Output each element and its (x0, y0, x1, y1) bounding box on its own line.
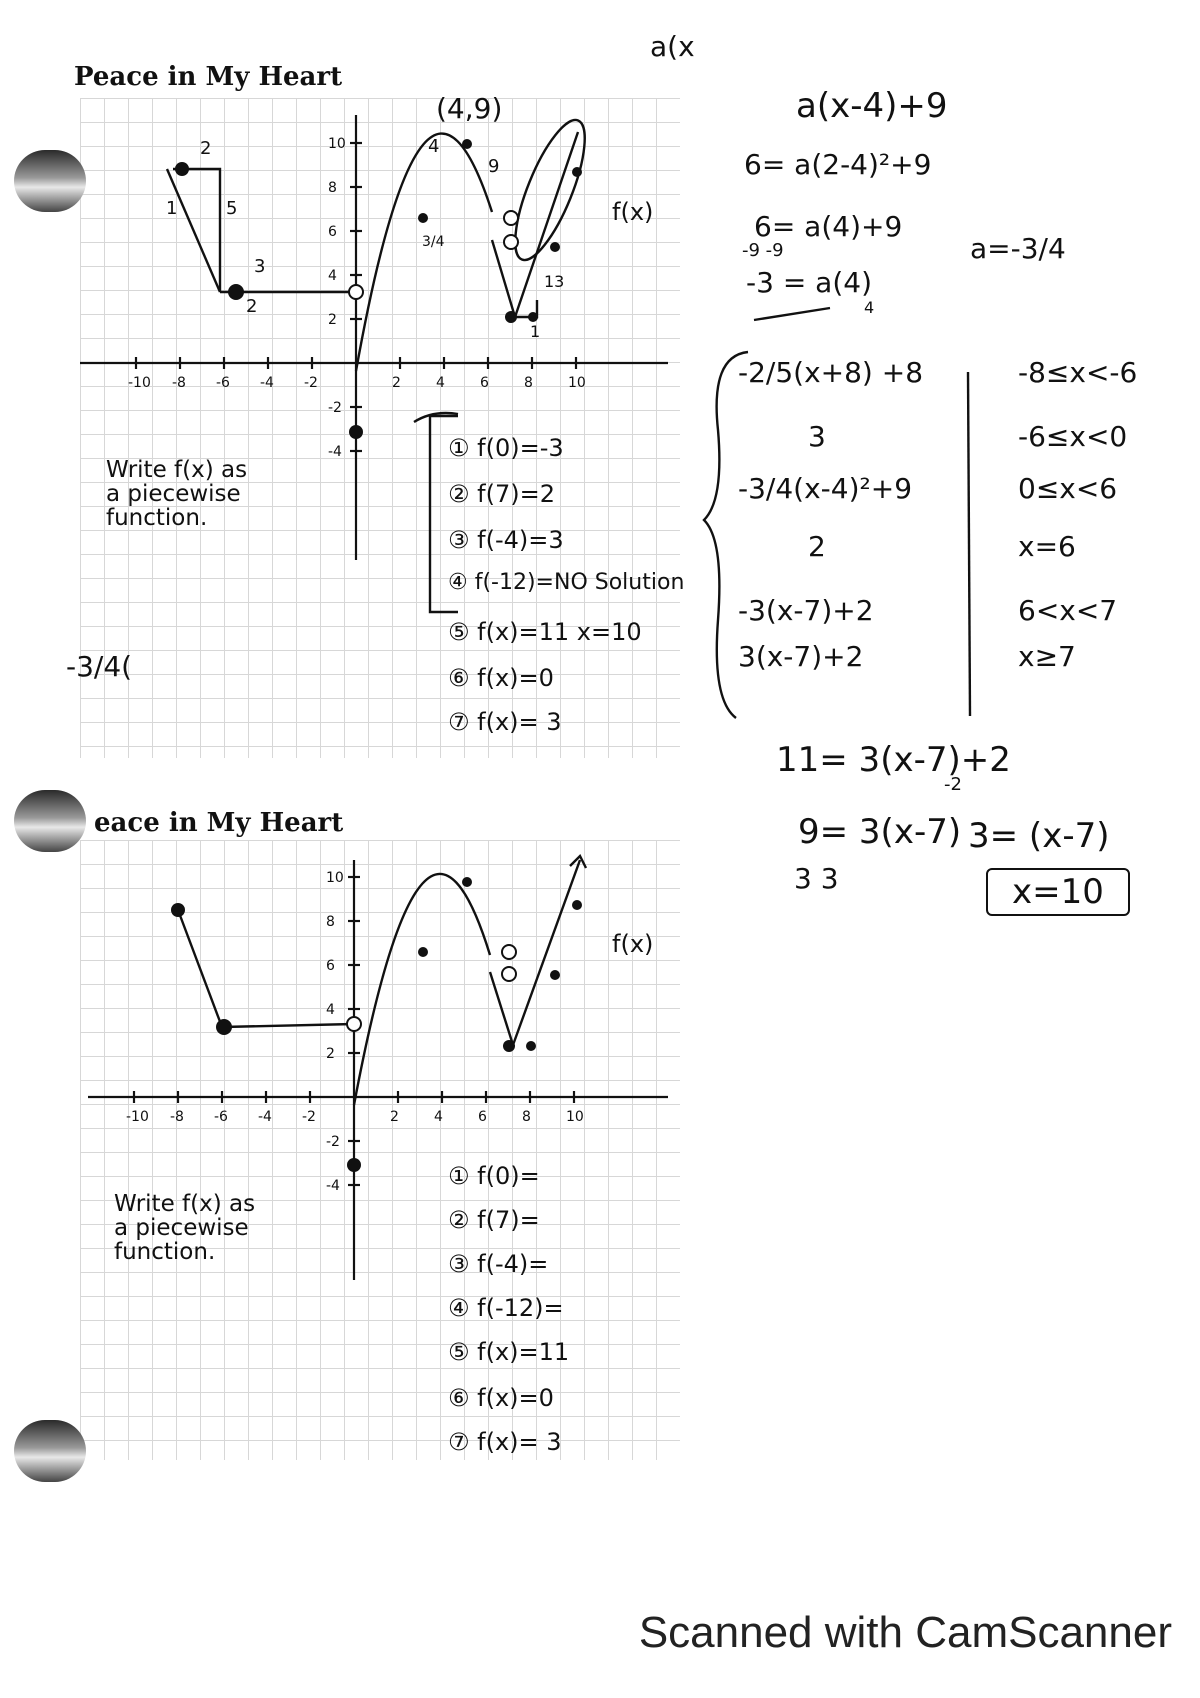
question-q3: ③ f(-4)= (448, 1250, 549, 1278)
note-line2b: -9 -9 (742, 240, 784, 261)
y-tick-label: -4 (328, 444, 342, 460)
note-solve1: 11= 3(x-7)+2 (776, 740, 1011, 780)
note-line1: 6= a(2-4)²+9 (744, 148, 932, 181)
scanner-watermark: Scanned with CamScanner (638, 1608, 1172, 1657)
closed-point-start (175, 162, 189, 176)
open-point-y3 (349, 285, 363, 299)
annotation-1: 1 (166, 198, 178, 219)
side-scribble: -3/4( (66, 650, 133, 683)
worksheet-title-bottom: eace in My Heart (94, 808, 344, 838)
point-7-2 (528, 312, 538, 322)
annotation-3: 3 (254, 256, 266, 277)
answer-q7: ⑦ f(x)= 3 (448, 708, 562, 736)
open-point-6-5-b (502, 967, 516, 981)
note-solve3: 3= (x-7) (968, 816, 1110, 856)
annotation-1b: 1 (530, 322, 541, 341)
point-7-2-b (526, 1041, 536, 1051)
note-a-value: a=-3/4 (970, 232, 1066, 265)
question-q1: ① f(0)= (448, 1162, 540, 1190)
y-tick-label: 10 (328, 136, 346, 152)
open-point-6-7 (504, 211, 518, 225)
piece-domain: 0≤x<6 (1018, 472, 1118, 505)
point-8-5 (550, 242, 560, 252)
piece-expression: -3/4(x-4)²+9 (738, 472, 913, 505)
piece-domain: x=6 (1018, 530, 1076, 563)
x-tick-label: -8 (170, 1109, 184, 1125)
y-tick-label: -2 (326, 1134, 340, 1150)
final-answer-box: x=10 (986, 868, 1130, 916)
worksheet-page (18, 0, 1200, 1600)
piece-expression: 3 (808, 420, 826, 453)
closed-point-corner (228, 284, 244, 300)
annotation-9: 9 (488, 156, 500, 177)
x-tick-label: 2 (392, 375, 401, 391)
x-tick-label: -4 (260, 375, 274, 391)
question-q4: ④ f(-12)= (448, 1294, 564, 1322)
closed-point-start-b (171, 903, 185, 917)
note-vertex-form: a(x-4)+9 (796, 86, 948, 126)
open-point-6-5 (504, 235, 518, 249)
note-line3: -3 = a(4) (746, 266, 872, 299)
annotation-13: 13 (544, 272, 565, 291)
x-tick-label: 4 (434, 1109, 443, 1125)
question-q2: ② f(7)= (448, 1206, 540, 1234)
x-tick-label: 2 (390, 1109, 399, 1125)
answer-q2: ② f(7)=2 (448, 480, 555, 508)
open-point-6-7-b (502, 945, 516, 959)
piece-domain: -6≤x<0 (1018, 420, 1128, 453)
answer-q5: ⑤ f(x)=11 x=10 (448, 618, 642, 646)
x-tick-label: -8 (172, 375, 186, 391)
annotation-3-4: 3/4 (422, 234, 445, 250)
x-tick-label: -10 (126, 1109, 149, 1125)
answer-q6: ⑥ f(x)=0 (448, 664, 554, 692)
note-top-scribble: a(x (650, 30, 695, 63)
annotation-2b: 2 (246, 296, 258, 317)
y-tick-label: 4 (328, 268, 337, 284)
x-tick-label: 6 (478, 1109, 487, 1125)
closed-point-y-3 (349, 425, 363, 439)
note-solve2: 9= 3(x-7) (798, 812, 962, 852)
note-line3b: 4 (864, 298, 875, 317)
x-tick-label: -2 (302, 1109, 316, 1125)
binder-ring-middle (14, 790, 86, 852)
x-tick-label: -2 (304, 375, 318, 391)
annotation-4: 4 (428, 136, 440, 157)
function-label-top: f(x) (612, 198, 654, 226)
point-8-5-b (550, 970, 560, 980)
function-label-bottom: f(x) (612, 930, 654, 958)
x-tick-label: -10 (128, 375, 151, 391)
binder-ring-top (14, 150, 86, 212)
x-tick-label: 6 (480, 375, 489, 391)
point-vertex (462, 139, 472, 149)
worksheet-title-top: Peace in My Heart (74, 62, 343, 92)
closed-point-y-3-b (347, 1158, 361, 1172)
graph-paper-top (80, 98, 680, 758)
x-tick-label: 10 (566, 1109, 584, 1125)
y-tick-label: 6 (326, 958, 335, 974)
graph-paper-bottom (80, 840, 680, 1460)
x-tick-label: -4 (258, 1109, 272, 1125)
question-q7: ⑦ f(x)= 3 (448, 1428, 562, 1456)
x-tick-label: 10 (568, 375, 586, 391)
point-2-6 (418, 213, 428, 223)
annotation-5: 5 (226, 198, 238, 219)
y-tick-label: 10 (326, 870, 344, 886)
note-solve1b: -2 (944, 774, 962, 795)
closed-point-6-2 (505, 311, 517, 323)
annotation-2: 2 (200, 138, 212, 159)
prompt-bottom: Write f(x) as a piecewise function. (114, 1191, 256, 1265)
answer-q3: ③ f(-4)=3 (448, 526, 564, 554)
y-tick-label: -2 (328, 400, 342, 416)
y-tick-label: -4 (326, 1178, 340, 1194)
answer-q4: ④ f(-12)=NO Solution (448, 570, 685, 595)
question-q5: ⑤ f(x)=11 (448, 1338, 570, 1366)
x-tick-label: 8 (522, 1109, 531, 1125)
x-tick-label: -6 (216, 375, 230, 391)
note-line2: 6= a(4)+9 (754, 210, 903, 243)
point-9-8-b (572, 900, 582, 910)
piece-domain: 6<x<7 (1018, 594, 1118, 627)
prompt-top: Write f(x) as a piecewise function. (106, 457, 248, 531)
answer-q1: ① f(0)=-3 (448, 434, 564, 462)
piece-expression: 3(x-7)+2 (738, 640, 864, 673)
point-vertex-b (462, 877, 472, 887)
domain-divider (968, 372, 970, 716)
y-tick-label: 2 (328, 312, 337, 328)
open-point-y3-b (347, 1017, 361, 1031)
binder-ring-bottom (14, 1420, 86, 1482)
y-tick-label: 8 (328, 180, 337, 196)
question-q6: ⑥ f(x)=0 (448, 1384, 554, 1412)
piece-expression: 2 (808, 530, 826, 563)
note-underline (754, 308, 830, 320)
y-tick-label: 6 (328, 224, 337, 240)
y-tick-label: 2 (326, 1046, 335, 1062)
point-9-8 (572, 167, 582, 177)
piece-expression: -2/5(x+8) +8 (738, 356, 924, 389)
x-tick-label: 8 (524, 375, 533, 391)
piece-expression: -3(x-7)+2 (738, 594, 874, 627)
y-tick-label: 8 (326, 914, 335, 930)
vertex-annotation: (4,9) (436, 92, 503, 125)
note-solve2b: 3 3 (794, 862, 839, 895)
closed-point-corner-b (216, 1019, 232, 1035)
x-tick-label: -6 (214, 1109, 228, 1125)
piece-domain: -8≤x<-6 (1018, 356, 1138, 389)
closed-point-6-2-b (503, 1040, 515, 1052)
x-tick-label: 4 (436, 375, 445, 391)
point-2-6-b (418, 947, 428, 957)
piece-domain: x≥7 (1018, 640, 1076, 673)
y-tick-label: 4 (326, 1002, 335, 1018)
